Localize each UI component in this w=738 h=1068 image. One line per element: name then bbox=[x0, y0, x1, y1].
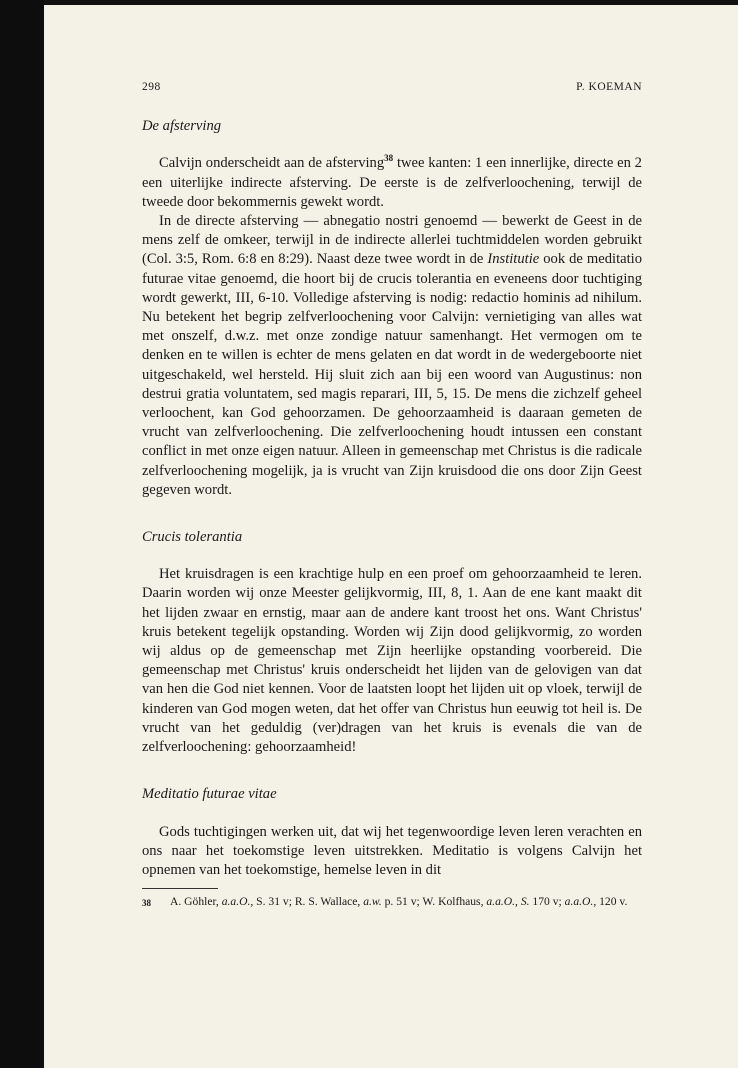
scan-edge-top bbox=[0, 0, 738, 5]
page-content bbox=[142, 78, 642, 910]
section-title: Crucis tolerantia bbox=[142, 529, 243, 546]
footnote-mark: 38 bbox=[142, 898, 151, 909]
running-header bbox=[142, 78, 642, 97]
paragraph: Gods tuchtigingen werken uit, dat wij het tegenwoordige leven leren verachten en ons naar het toekomstige leven uitstrekken. Meditatio is volgens Calvijn het opnemen van het toekomstige, hemelse leven in dit bbox=[142, 823, 642, 878]
running-head: P. KOEMAN bbox=[576, 81, 642, 93]
section-title: Meditatio futurae vitae bbox=[142, 786, 277, 803]
footnote-text: A. Göhler, a.a.O., S. 31 v; R. S. Wallace, a.w. p. 51 v; W. Kolfhaus, a.a.O., S. 170 v; a.a.O., 120 v. bbox=[170, 895, 628, 909]
section-de-afsterving bbox=[142, 117, 642, 500]
section-title: De afsterving bbox=[142, 118, 222, 135]
footnote-ref: 38 bbox=[384, 153, 394, 164]
footnote bbox=[142, 895, 642, 910]
paragraph: Calvijn onderscheidt aan de afsterving$^{38}$ twee kanten: 1 een innerlijke, directe en 2 een uiterlijke indirecte afsterving. De eerste is de zelfverloochening, terwijl de tweede door bekommernis gewekt wordt. bbox=[142, 153, 642, 210]
paragraph: In de directe afsterving — abnegatio nostri genoemd — bewerkt de Geest in de mens zelf de omkeer, terwijl in de indirecte allerlei tuchtmiddelen worden gebruikt (Col. 3:5, Rom. 6:8 en 8:29). Naast deze twee wordt in de Institutie ook de meditatio futurae vitae genoemd, die hoort bij de crucis tolerantia en eveneens door tuchtiging wordt gewerkt, III, 6-10. Volledige afsterving is nodig: redactio hominis ad nihilum. Nu betekent het begrip zelfverloochening voor Calvijn: vernietiging van alles wat met onszelf, d.w.z. met onze zondige natuur samenhangt. Het vermogen om te denken en te willen is echter de mens gelaten en dat wordt in de wedergeboorte niet uitgeschakeld, wel hersteld. Hij sluit zich aan bij een woord van Augustinus: non destrui gratia voluntatem, sed magis reparari, III, 5, 15. De mens die zichzelf geheel verloochent, kan God gehoorzamen. De gehoorzaamheid is daaraan gemeten de vrucht van zelfverloochening. Die zelfverloochening houdt intussen een constant conflict in met onze eigen natuur. Alleen in gemeenschap met Christus is die radicale zelfverloochening mogelijk, ja is vrucht van Zijn kruisdood die ons door Zijn Geest gegeven wordt. bbox=[142, 213, 643, 498]
page-number: 298 bbox=[142, 81, 161, 93]
paragraph: Het kruisdragen is een krachtige hulp en een proef om gehoorzaamheid te leren. Daarin worden wij onze Meester gelijkvormig, III, 8, 1. Aan de ene kant maakt dit het lijden zwaar en ernstig, maar aan de andere kant troost het ons. Want Christus' kruis betekent tegelijk opstanding. Worden wij Zijn dood gelijkvormig, zo worden wij aldus op de gemeenschap met Zijn heerlijke opstanding voorbereid. Die gemeenschap met Christus' kruis onderscheidt het lijden van de gelovigen van dat van hen die God niet kennen. Voor de laatsten loopt het lijden uit op vloek, terwijl de kinderen van God mogen weten, dat het offer van Christus hun eeuwig tot heil is. De vrucht van het geduldig (ver)dragen van het kruis is evenals die van de zelfverloochening: gehoorzaamheid! bbox=[142, 566, 642, 756]
scan-edge-left bbox=[0, 0, 44, 1068]
footnote-rule bbox=[142, 888, 218, 889]
section-crucis-tolerantia bbox=[142, 528, 642, 757]
section-meditatio-futurae-vitae bbox=[142, 785, 642, 880]
